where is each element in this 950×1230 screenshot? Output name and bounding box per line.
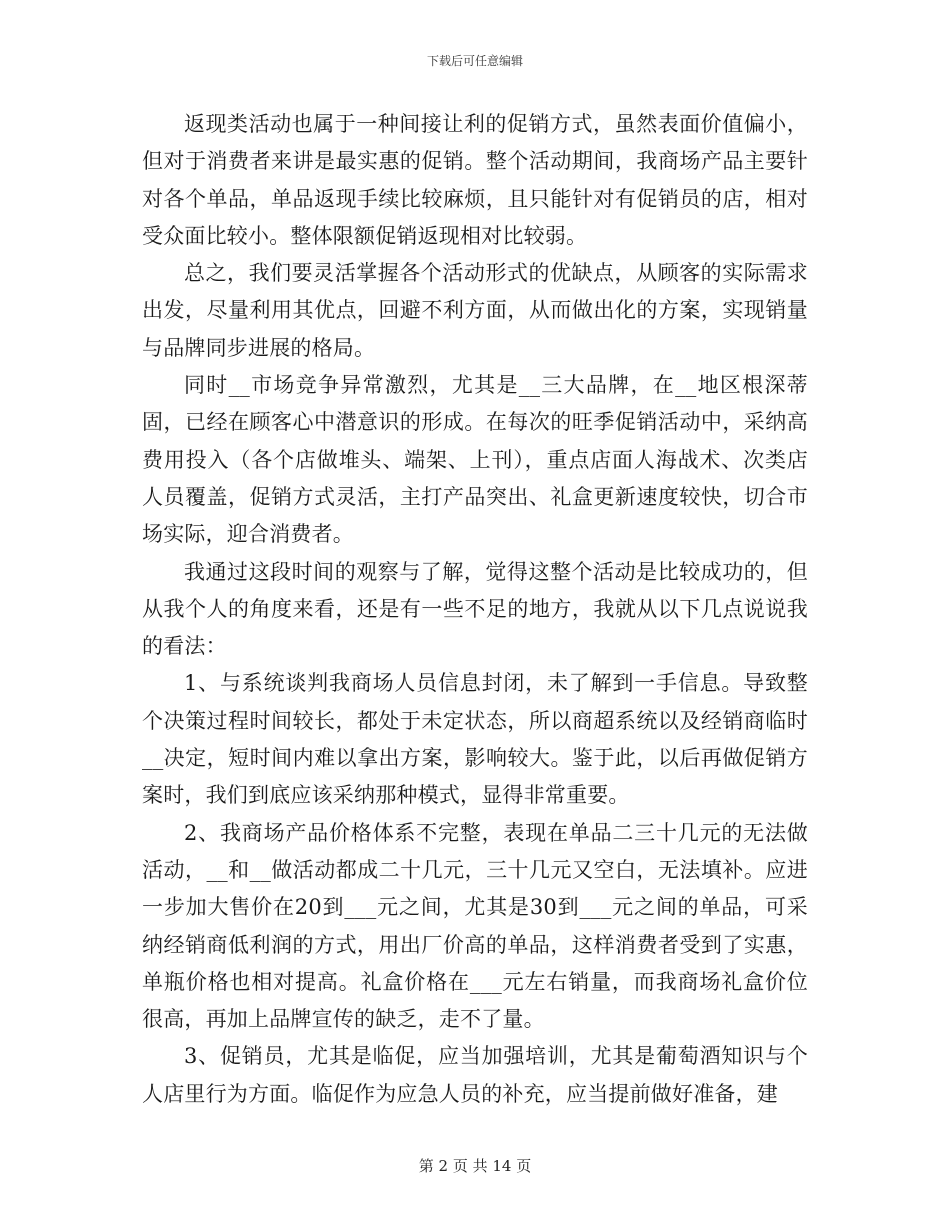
paragraph-summary: 总之，我们要灵活掌握各个活动形式的优缺点，从顾客的实际需求出发，尽量利用其优点，回避不利方面，从而做出化的方案，实现销量与品牌同步进展的格局。	[142, 261, 808, 360]
page-number: 第 2 页 共 14 页	[418, 1157, 532, 1175]
paragraph-observation: 我通过这段时间的观察与了解，觉得这整个活动是比较成功的，但从我个人的角度来看，还是有一些不足的地方，我就从以下几点说说我的看法：	[142, 559, 808, 659]
page-header-note: 下载后可任意编辑	[426, 54, 523, 68]
paragraph-cashback: 返现类活动也属于一种间接让利的促销方式，虽然表面价值偏小，但对于消费者来讲是最实惠的促销。整个活动期间，我商场产品主要针对各个单品，单品返现手续比较麻烦，且只能针对有促销员的店，相对受众面比较小。整体限额促销返现相对比较弱。	[142, 112, 808, 248]
document-body	[142, 106, 808, 1113]
paragraph-point-2: 2、我商场产品价格体系不完整，表现在单品二三十几元的无法做活动，__和__做活动都成二十几元，三十几元又空白，无法填补。应进一步加大售价在20到___元之间，尤其是30到___元之间的单品，可采纳经销商低利润的方式，用出厂价高的单品，这样消费者受到了实惠，单瓶价格也相对提高。礼盒价格在___元左右销量，而我商场礼盒价位很高，再加上品牌宣传的缺乏，走不了量。	[142, 820, 808, 1032]
paragraph-competition: 同时__市场竞争异常激烈，尤其是__三大品牌，在__地区根深蒂固，已经在顾客心中潜意识的形成。在每次的旺季促销活动中，采纳高费用投入（各个店做堆头、端架、上刊），重点店面人海战术、次类店人员覆盖，促销方式灵活，主打产品突出、礼盒更新速度较快，切合市场实际，迎合消费者。	[142, 373, 808, 547]
paragraph-point-3: 3、促销员，尤其是临促，应当加强培训，尤其是葡萄酒知识与个人店里行为方面。临促作为应急人员的补充，应当提前做好准备，建	[142, 1044, 808, 1106]
paragraph-point-1: 1、与系统谈判我商场人员信息封闭，未了解到一手信息。导致整个决策过程时间较长，都处于未定状态，所以商超系统以及经销商临时__决定，短时间内难以拿出方案，影响较大。鉴于此，以后再做促销方案时，我们到底应该采纳那种模式，显得非常重要。	[142, 671, 808, 808]
